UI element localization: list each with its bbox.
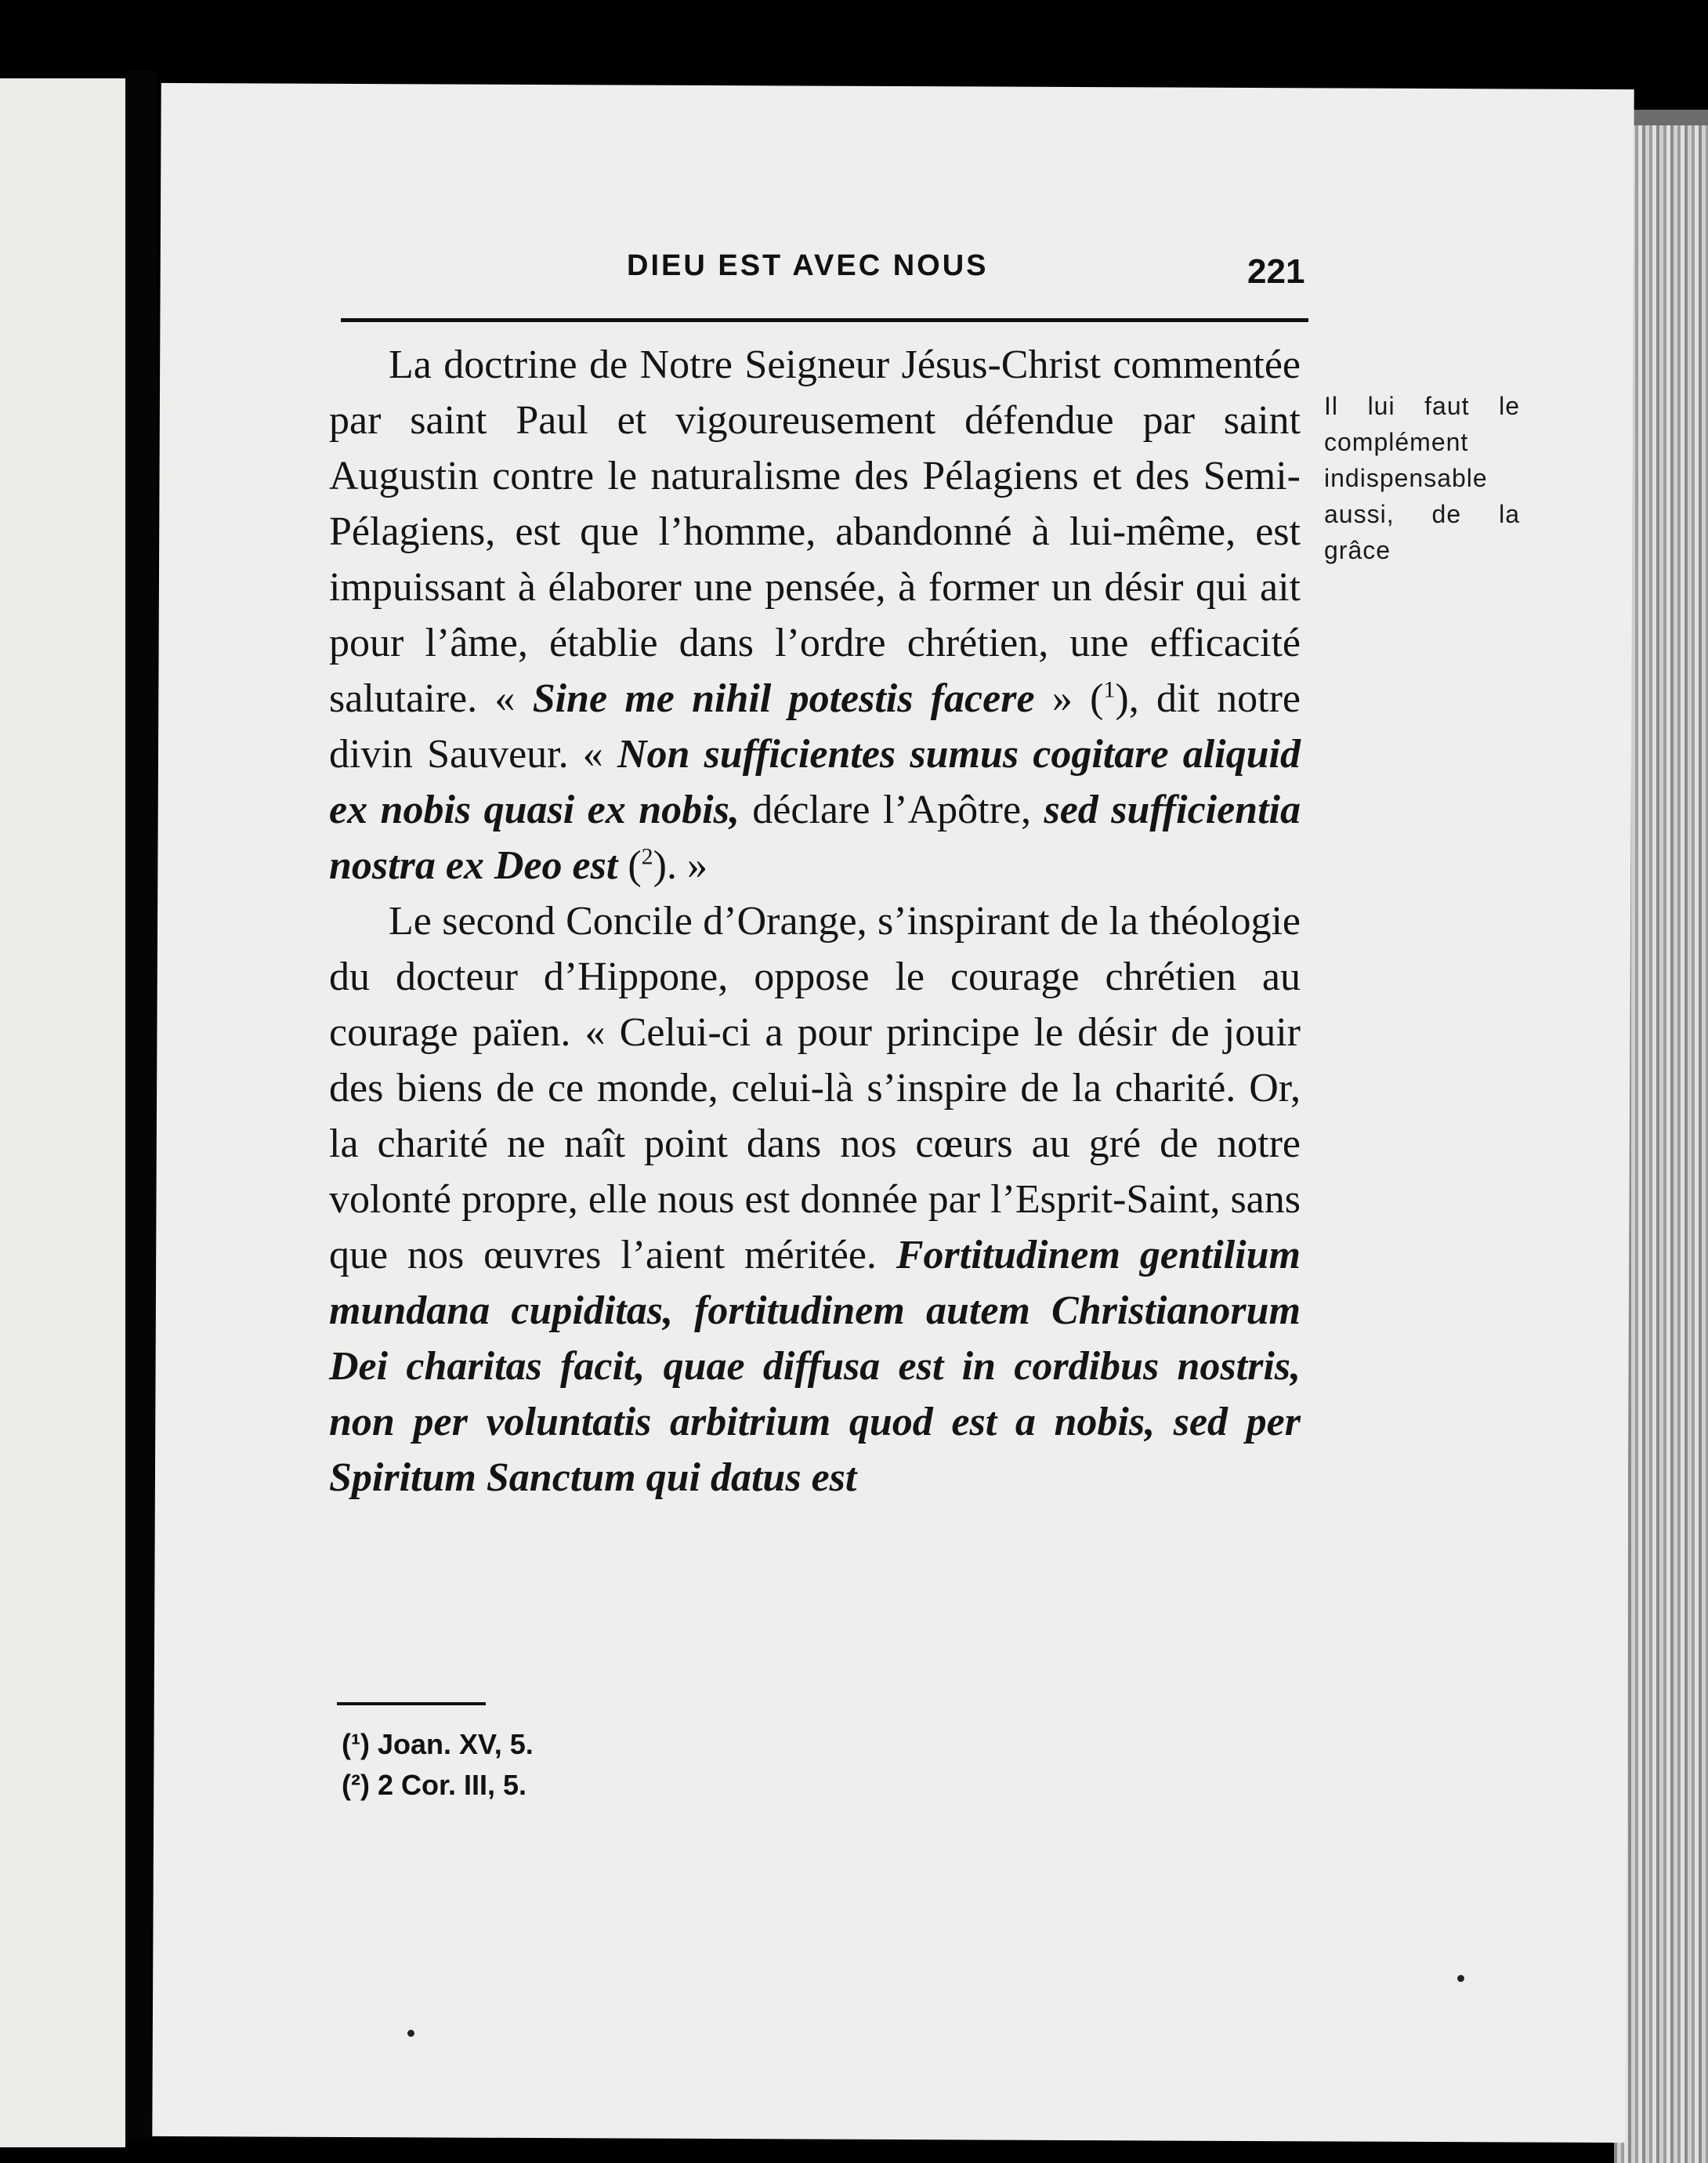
margin-note: Il lui faut le complément indispensable aussi, de la grâce bbox=[1324, 392, 1520, 564]
paragraph bbox=[329, 337, 1301, 893]
footnote-marker: 1 bbox=[1103, 676, 1116, 703]
text-run: » ( bbox=[1034, 676, 1104, 721]
paragraph bbox=[329, 893, 1301, 1505]
text-run: ). » bbox=[653, 843, 707, 888]
latin-quote: Non sufficientes sumus cogitare aliquid ex nobis quasi ex nobis, bbox=[329, 732, 1301, 832]
text-run: Le second Concile d’Orange, s’inspirant de la théologie du docteur d’Hippone, oppose le courage chrétien au courage païen. « Celui-ci a pour principe le désir de jouir des biens de ce monde, celui-là s’inspire de la charité. Or, la charité ne naît point dans nos cœurs au gré de notre volonté propre, elle nous est donnée par l’Esprit-Saint, sans que nos œuvres l’aient méritée. bbox=[329, 899, 1301, 1277]
running-head: DIEU EST AVEC NOUS bbox=[627, 249, 989, 282]
previous-page-edge bbox=[0, 78, 125, 2147]
footnote-1: (¹) Joan. XV, 5. bbox=[342, 1728, 534, 1760]
book-gutter bbox=[125, 71, 157, 2139]
latin-quote: Fortitudinem gentilium mundana cupiditas, fortitudinem autem Christianorum Dei charitas facit, quae diffusa est in cordibus nostris, non per voluntatis arbitrium quod est a nobis, sed per Spiritum Sanctum qui datus est bbox=[329, 1233, 1301, 1500]
latin-quote: Sine me nihil potestis facere bbox=[532, 676, 1035, 721]
footnote-marker: 2 bbox=[641, 843, 653, 870]
speck bbox=[407, 2030, 414, 2037]
header-rule bbox=[341, 318, 1308, 322]
page-number: 221 bbox=[1247, 252, 1305, 291]
footnotes bbox=[342, 1724, 534, 1806]
footnote-2: (²) 2 Cor. III, 5. bbox=[342, 1769, 527, 1801]
body-text bbox=[329, 337, 1301, 1505]
text-run: ), dit notre divin Sauveur. « bbox=[329, 676, 1301, 777]
footnote-rule bbox=[337, 1702, 486, 1705]
latin-quote: sed sufficientia nostra ex Deo est bbox=[329, 788, 1301, 888]
speck bbox=[1457, 1975, 1464, 1982]
text-run: déclare l’Apôtre, bbox=[739, 788, 1044, 832]
text-run: ( bbox=[617, 843, 642, 888]
text-run: La doctrine de Notre Seigneur Jésus-Christ commentée par saint Paul et vigoureusement défendue par saint Augustin contre le naturalisme des Pélagiens et des Semi-Pélagiens, est que l’homme, abandonné à lui-même, est impuissant à élaborer une pensée, à former un désir qui ait pour l’âme, établie dans l’ordre chrétien, une efficacité salutaire. « bbox=[329, 342, 1301, 721]
